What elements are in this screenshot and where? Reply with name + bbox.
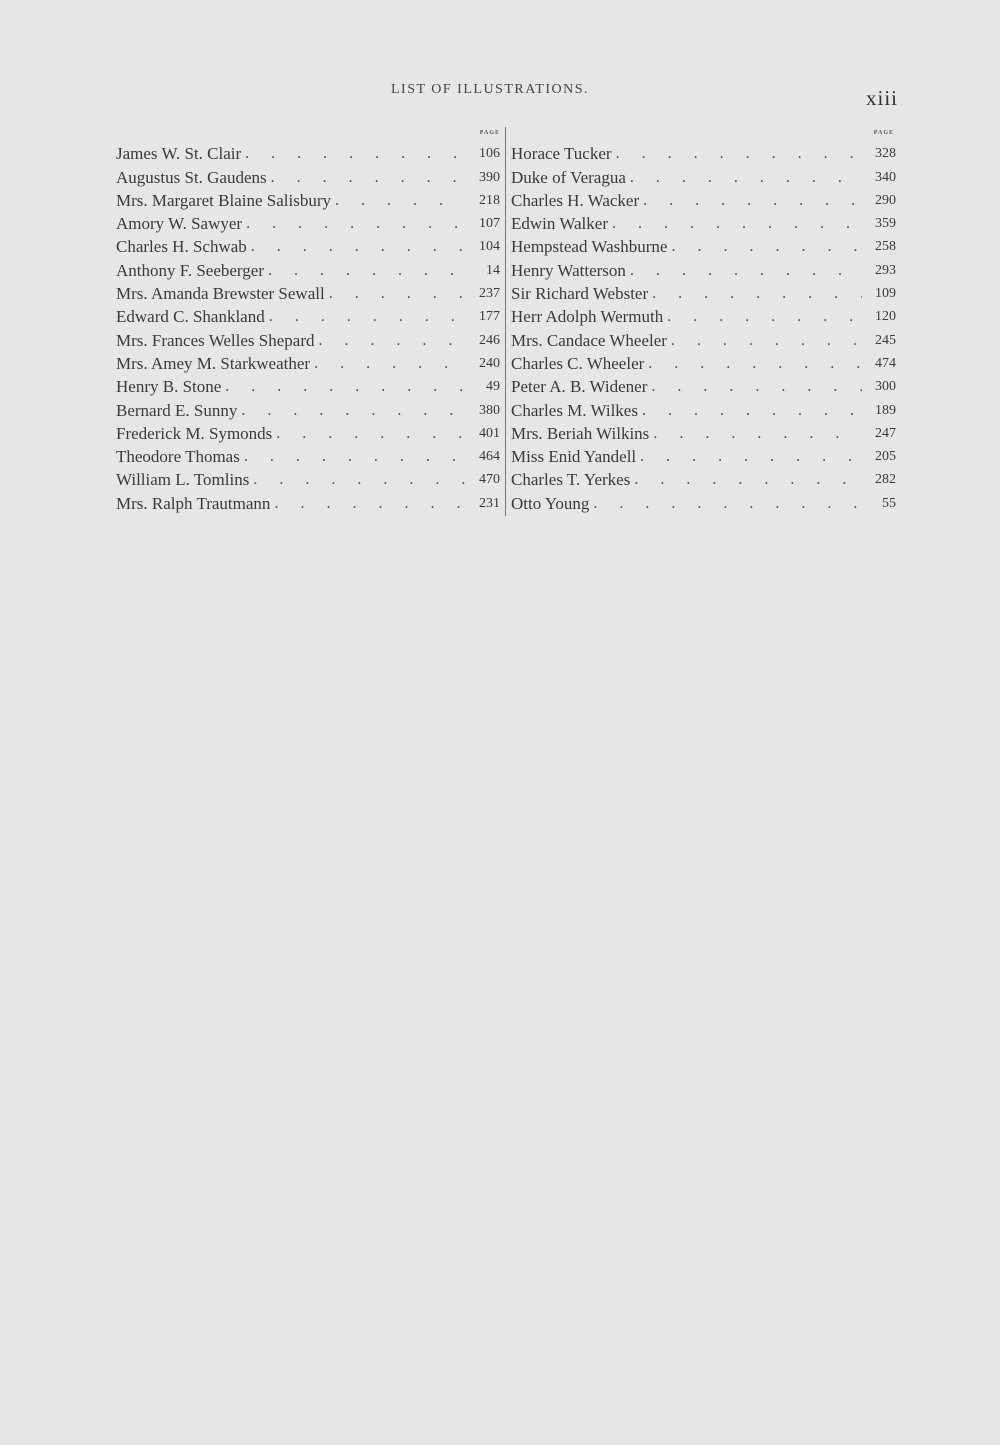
entry-name: William L. Tomlins <box>116 470 250 490</box>
entry-name: Edwin Walker <box>511 214 608 234</box>
entry-page-number: 246 <box>479 332 500 348</box>
entry-page-number: 474 <box>875 355 896 371</box>
list-item <box>511 258 896 281</box>
entry-page-number: 49 <box>486 379 500 395</box>
dot-leader <box>630 166 862 189</box>
dot-leader <box>653 422 862 445</box>
entry-name: Mrs. Frances Welles Shepard <box>116 330 315 350</box>
dot-leader <box>251 235 466 258</box>
entry-page-number: 231 <box>479 495 500 511</box>
entry-page-number: 293 <box>875 262 896 278</box>
list-item <box>116 445 500 468</box>
dot-leader <box>253 468 466 491</box>
list-item <box>511 305 896 328</box>
entry-page-number: 247 <box>875 425 896 441</box>
page-header <box>0 82 1000 110</box>
entry-name: Anthony F. Seeberger <box>116 260 264 280</box>
dot-leader <box>244 445 466 468</box>
entry-page-number: 380 <box>479 402 500 418</box>
entry-page-number: 120 <box>875 309 896 325</box>
dot-leader <box>671 235 862 258</box>
dot-leader <box>274 492 466 515</box>
list-item <box>511 398 896 421</box>
list-item <box>116 282 500 305</box>
entry-page-number: 464 <box>479 449 500 465</box>
entry-name: Mrs. Candace Wheeler <box>511 330 667 350</box>
entry-name: Charles H. Schwab <box>116 237 247 257</box>
column-divider <box>505 127 506 516</box>
list-item <box>511 445 896 468</box>
list-item <box>116 491 500 514</box>
list-item <box>511 189 896 212</box>
dot-leader <box>612 212 862 235</box>
list-item <box>511 165 896 188</box>
list-item <box>116 422 500 445</box>
entry-name: James W. St. Clair <box>116 144 242 164</box>
right-entry-list <box>511 142 896 515</box>
entry-page-number: 218 <box>479 192 500 208</box>
entry-page-number: 109 <box>875 286 896 302</box>
entry-name: Bernard E. Sunny <box>116 400 238 420</box>
entry-name: Herr Adolph Wermuth <box>511 307 664 327</box>
entry-page-number: 401 <box>479 425 500 441</box>
dot-leader <box>643 189 862 212</box>
entry-name: Horace Tucker <box>511 144 612 164</box>
dot-leader <box>634 468 862 491</box>
right-column <box>511 130 896 515</box>
list-item <box>116 468 500 491</box>
dot-leader <box>245 142 466 165</box>
entry-name: Charles M. Wilkes <box>511 400 638 420</box>
list-item <box>511 491 896 514</box>
dot-leader <box>630 259 862 282</box>
dot-leader <box>314 352 466 375</box>
entry-name: Mrs. Amanda Brewster Sewall <box>116 284 325 304</box>
list-item <box>511 328 896 351</box>
entry-name: Peter A. B. Widener <box>511 377 648 397</box>
entry-name: Theodore Thomas <box>116 447 240 467</box>
list-item <box>511 352 896 375</box>
entry-name: Sir Richard Webster <box>511 284 649 304</box>
entry-name: Mrs. Amey M. Starkweather <box>116 353 311 373</box>
entry-page-number: 14 <box>486 262 500 278</box>
entry-page-number: 107 <box>479 216 500 232</box>
entry-page-number: 340 <box>875 169 896 185</box>
dot-leader <box>640 445 862 468</box>
dot-leader <box>667 305 862 328</box>
entry-page-number: 390 <box>479 169 500 185</box>
entry-page-number: 189 <box>875 402 896 418</box>
entry-page-number: 328 <box>875 146 896 162</box>
entry-page-number: 104 <box>479 239 500 255</box>
entry-page-number: 245 <box>875 332 896 348</box>
entry-name: Charles C. Wheeler <box>511 353 645 373</box>
entry-page-number: 359 <box>875 216 896 232</box>
entry-name: Frederick M. Symonds <box>116 423 273 443</box>
dot-leader <box>225 375 466 398</box>
list-item <box>511 422 896 445</box>
dot-leader <box>271 166 466 189</box>
dot-leader <box>593 492 862 515</box>
dot-leader <box>642 399 862 422</box>
dot-leader <box>241 399 466 422</box>
entry-name: Amory W. Sawyer <box>116 214 243 234</box>
dot-leader <box>319 329 467 352</box>
entry-page-number: 177 <box>479 309 500 325</box>
entry-name: Hempstead Washburne <box>511 237 668 257</box>
list-item <box>511 468 896 491</box>
entry-page-number: 205 <box>875 449 896 465</box>
left-column <box>116 130 500 515</box>
running-title: LIST OF ILLUSTRATIONS. <box>390 82 590 97</box>
list-item <box>511 212 896 235</box>
entry-name: Henry B. Stone <box>116 377 222 397</box>
entry-name: Mrs. Beriah Wilkins <box>511 423 650 443</box>
entry-page-number: 240 <box>479 355 500 371</box>
dot-leader <box>329 282 466 305</box>
dot-leader <box>335 189 466 212</box>
entry-page-number: 470 <box>479 472 500 488</box>
dot-leader <box>246 212 466 235</box>
entry-name: Mrs. Margaret Blaine Salisbury <box>116 190 331 210</box>
dot-leader <box>671 329 862 352</box>
list-item <box>511 235 896 258</box>
dot-leader <box>269 305 466 328</box>
entry-name: Miss Enid Yandell <box>511 447 637 467</box>
list-item <box>116 398 500 421</box>
entry-name: Duke of Veragua <box>511 167 626 187</box>
entry-page-number: 237 <box>479 286 500 302</box>
list-item <box>511 375 896 398</box>
dot-leader <box>616 142 862 165</box>
entry-page-number: 300 <box>875 379 896 395</box>
entry-name: Henry Watterson <box>511 260 626 280</box>
list-item <box>116 165 500 188</box>
entry-name: Charles T. Yerkes <box>511 470 631 490</box>
list-item <box>116 328 500 351</box>
list-item <box>116 235 500 258</box>
dot-leader <box>652 282 862 305</box>
page-column-heading: PAGE <box>479 130 500 136</box>
entry-name: Mrs. Ralph Trautmann <box>116 493 271 513</box>
list-item <box>116 375 500 398</box>
list-item <box>116 352 500 375</box>
dot-leader <box>651 375 862 398</box>
entry-name: Augustus St. Gaudens <box>116 167 267 187</box>
entry-page-number: 55 <box>882 495 896 511</box>
list-item <box>116 212 500 235</box>
page-number: xiii <box>866 86 899 110</box>
entry-name: Charles H. Wacker <box>511 190 640 210</box>
list-item <box>116 258 500 281</box>
dot-leader <box>276 422 466 445</box>
list-item <box>511 142 896 165</box>
entry-name: Edward C. Shankland <box>116 307 265 327</box>
entry-name: Otto Young <box>511 493 590 513</box>
list-item <box>116 305 500 328</box>
entry-page-number: 290 <box>875 192 896 208</box>
page-column-heading: PAGE <box>873 130 894 136</box>
list-item <box>511 282 896 305</box>
entry-page-number: 258 <box>875 239 896 255</box>
entry-page-number: 106 <box>479 146 500 162</box>
left-entry-list <box>116 142 500 515</box>
list-item <box>116 142 500 165</box>
entry-page-number: 282 <box>875 472 896 488</box>
list-item <box>116 189 500 212</box>
dot-leader <box>648 352 862 375</box>
dot-leader <box>268 259 466 282</box>
